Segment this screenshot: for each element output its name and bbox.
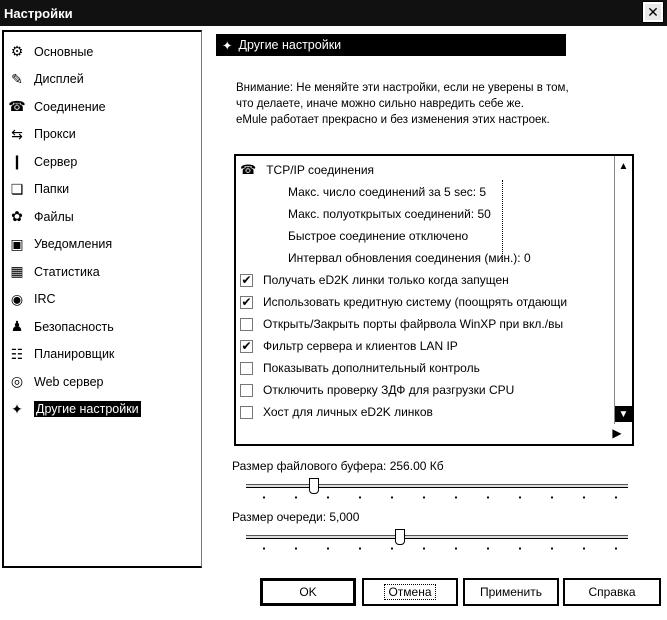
- close-icon: ✕: [647, 4, 659, 20]
- option-row[interactable]: [236, 358, 614, 378]
- warning-line: eMule работает прекрасно и без изменения этих настроек.: [236, 114, 550, 126]
- option-label: Открыть/Закрыть порты файрвола WinXP при вкл./вы: [263, 317, 564, 331]
- option-row[interactable]: [236, 292, 614, 312]
- option-label: Отключить проверку ЗДФ для разгрузки CPU: [263, 383, 515, 397]
- network-icon: ☎: [240, 162, 257, 177]
- notifications-icon: ▣: [10, 235, 24, 252]
- statistics-icon: ▦: [10, 263, 24, 280]
- queue-size-label: Размер очереди: 5,000: [232, 510, 360, 524]
- sidebar-item-label: Статистика: [34, 264, 100, 279]
- title-bar: [0, 0, 667, 26]
- settings-nav: [2, 30, 202, 568]
- folder-icon: ❏: [10, 180, 24, 197]
- sidebar-item[interactable]: [4, 176, 201, 204]
- files-icon: ✿: [11, 208, 23, 225]
- slider-ticks: [248, 496, 626, 499]
- sidebar-item[interactable]: [4, 38, 201, 66]
- sidebar-item-label: Другие настройки: [36, 402, 139, 417]
- tree-child-label: Макс. полуоткрытых соединений: 50: [288, 207, 491, 221]
- option-row[interactable]: [236, 270, 614, 290]
- pane-header: [216, 34, 566, 56]
- settings-tree: [234, 154, 634, 446]
- security-icon: ♟: [10, 318, 24, 335]
- other-settings-icon: ✦: [11, 400, 23, 417]
- window-title: Настройки: [4, 5, 73, 21]
- sidebar-item[interactable]: [4, 121, 201, 149]
- slider-ticks: [248, 547, 626, 550]
- checkbox[interactable]: [240, 318, 253, 331]
- sidebar-item[interactable]: [4, 313, 201, 341]
- sidebar-item-label: Сервер: [34, 154, 78, 169]
- sidebar-item-label: IRC: [34, 292, 56, 307]
- server-icon: ❙: [11, 153, 23, 170]
- warning-text: [236, 80, 646, 128]
- checkbox[interactable]: [240, 362, 253, 375]
- header-decoration-icon: ·:: [530, 36, 539, 52]
- sidebar-item[interactable]: [4, 231, 201, 259]
- option-row[interactable]: [236, 336, 614, 356]
- file-buffer-label: Размер файлового буфера: 256.00 Кб: [232, 459, 444, 473]
- sidebar-item[interactable]: [4, 341, 201, 369]
- sidebar-item-label: Прокси: [34, 127, 76, 142]
- sidebar-item[interactable]: [4, 368, 201, 396]
- sidebar-item[interactable]: [4, 286, 201, 314]
- connection-icon: ☎: [8, 98, 26, 115]
- tree-group-label: TCP/IP соединения: [266, 163, 375, 177]
- option-label: Фильтр сервера и клиентов LAN IP: [263, 339, 458, 353]
- option-label: Получать eD2K линки только когда запущен: [263, 273, 509, 287]
- close-button[interactable]: [643, 2, 663, 22]
- scroll-down-icon[interactable]: ▼: [615, 406, 632, 422]
- sidebar-item[interactable]: [4, 396, 201, 424]
- gear-icon: ⚙: [10, 43, 24, 60]
- slider-track: [246, 535, 628, 539]
- ok-button[interactable]: OK: [260, 578, 356, 606]
- sidebar-item-label: Web сервер: [34, 374, 104, 389]
- scheduler-icon: ☷: [10, 345, 24, 362]
- file-buffer-slider[interactable]: [246, 480, 628, 502]
- checkbox[interactable]: ✔: [241, 273, 252, 287]
- option-label: Использовать кредитную систему (поощрять отдающи: [263, 295, 568, 309]
- cancel-label: Отмена: [385, 585, 434, 599]
- web-server-icon: ◎: [10, 373, 24, 390]
- sidebar-item-label: Основные: [34, 44, 94, 59]
- display-icon: ✎: [11, 70, 23, 87]
- sidebar-item-label: Дисплей: [34, 72, 84, 87]
- option-label: Хост для личных eD2K линков: [263, 405, 433, 419]
- queue-size-slider[interactable]: [246, 531, 628, 553]
- tree-child[interactable]: [236, 248, 614, 268]
- sidebar-item-label: Файлы: [34, 209, 74, 224]
- tree-child[interactable]: [236, 182, 614, 202]
- warning-line: Внимание: Не меняйте эти настройки, если не уверены в том,: [236, 82, 569, 94]
- option-row[interactable]: [236, 314, 614, 334]
- help-button[interactable]: Справка: [563, 578, 661, 606]
- tree-child-label: Быстрое соединение отключено: [288, 229, 469, 243]
- option-row[interactable]: [236, 380, 614, 400]
- sidebar-item[interactable]: [4, 203, 201, 231]
- option-row[interactable]: [236, 402, 614, 422]
- tree-child[interactable]: [236, 226, 614, 246]
- apply-button[interactable]: Применить: [463, 578, 559, 606]
- checkbox[interactable]: ✔: [241, 339, 252, 353]
- sidebar-item[interactable]: [4, 93, 201, 121]
- checkbox[interactable]: [240, 406, 253, 419]
- vertical-scrollbar[interactable]: [614, 156, 632, 424]
- tree-child[interactable]: [236, 204, 614, 224]
- sidebar-item[interactable]: [4, 258, 201, 286]
- scroll-up-icon[interactable]: ▲: [618, 160, 629, 172]
- scroll-right-icon[interactable]: ▶: [612, 426, 622, 440]
- sidebar-item[interactable]: [4, 66, 201, 94]
- option-label: Показывать дополнительный контроль: [263, 361, 480, 375]
- sidebar-item-label: Папки: [34, 182, 70, 197]
- tree-child-label: Макс. число соединений за 5 sec: 5: [288, 185, 487, 199]
- cancel-button[interactable]: [362, 578, 458, 606]
- sidebar-item-label: Уведомления: [34, 237, 113, 252]
- sidebar-item-label: Соединение: [34, 99, 106, 114]
- slider-thumb[interactable]: [395, 529, 405, 545]
- checkbox[interactable]: ✔: [241, 295, 252, 309]
- checkbox[interactable]: [240, 384, 253, 397]
- warning-line: что делаете, иначе можно сильно навредить себе же.: [236, 98, 524, 110]
- tree-child-label: Интервал обновления соединения (мин.): 0: [288, 251, 531, 265]
- slider-track: [246, 484, 628, 488]
- sidebar-item-label: Безопасность: [34, 319, 114, 334]
- sidebar-item[interactable]: [4, 148, 201, 176]
- slider-thumb[interactable]: [309, 478, 319, 494]
- irc-icon: ◉: [10, 290, 24, 307]
- proxy-icon: ⇆: [11, 125, 23, 142]
- sparkle-icon: ✦: [222, 38, 233, 53]
- sidebar-item-label: Планировщик: [34, 347, 115, 362]
- pane-title: Другие настройки: [238, 38, 342, 52]
- tree-group-tcpip[interactable]: [236, 160, 614, 180]
